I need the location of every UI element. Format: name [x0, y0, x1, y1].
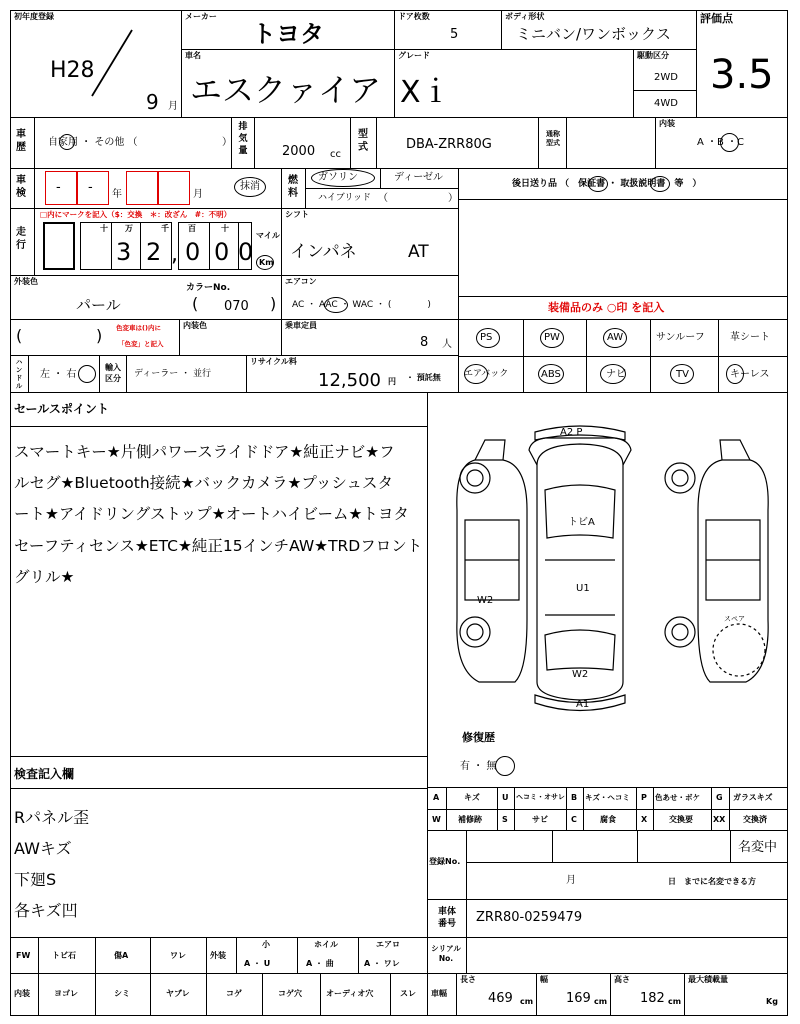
legend-div-6 — [636, 787, 637, 831]
load-label: 最大積載量 — [688, 975, 728, 984]
legend-x: X — [641, 815, 648, 824]
ext-label: 外装 — [210, 951, 226, 960]
size-div-2 — [610, 973, 611, 1016]
displacement-unit: cc — [330, 149, 341, 160]
model-value: DBA-ZRR80G — [406, 137, 492, 152]
fuel-paren: （ ） — [378, 193, 458, 204]
displacement-value: 2000 — [282, 144, 316, 159]
width-unit: cm — [594, 997, 608, 1006]
int-div-3 — [150, 973, 151, 1016]
legend-p-text: 色あせ・ボケ — [655, 793, 700, 802]
history-label-divider — [34, 117, 35, 169]
interior-b-circle — [720, 133, 739, 152]
equip-navi-circle — [600, 364, 626, 384]
chassis-value: ZRR80-0259479 — [476, 910, 583, 925]
mileage-comma: , — [171, 242, 178, 267]
doors-label: ドア枚数 — [398, 12, 430, 21]
int-div-5 — [262, 973, 263, 1016]
equip-ps: PS — [480, 332, 493, 343]
equip-leather: 革シート — [730, 332, 770, 343]
fw-div-2 — [95, 937, 96, 974]
insp-dash-2: - — [88, 180, 93, 195]
maker-label: メーカー — [185, 12, 217, 21]
int-item-2: シミ — [114, 989, 130, 998]
recycle-unit: 円 — [388, 377, 396, 386]
fw-item-2: 傷A — [114, 951, 129, 960]
history-circle — [59, 134, 75, 150]
mileage-label: 走 行 — [16, 227, 26, 251]
size-label-divider — [456, 973, 457, 1016]
reg-cell-1 — [552, 830, 553, 862]
ext-value-2: A ・ 曲 — [306, 959, 334, 968]
legend-w-text: 補修跡 — [458, 815, 482, 824]
int-item-7: スレ — [400, 989, 416, 998]
model-label: 型 式 — [358, 129, 368, 153]
seating-value: 8 — [420, 335, 429, 350]
legend-xx-text: 交換済 — [743, 815, 767, 824]
common-model-divider — [566, 117, 567, 169]
equip-col-2 — [586, 319, 587, 393]
displacement-label-divider — [254, 117, 255, 169]
insp-year-unit: 年 — [112, 189, 122, 200]
int-div-6 — [320, 973, 321, 1016]
length-value: 469 — [488, 991, 513, 1006]
fuel-mid-line — [305, 188, 459, 189]
inspection-label-divider — [34, 168, 35, 209]
legend-div-3 — [514, 787, 515, 831]
int-div-7 — [390, 973, 391, 1016]
mileage-unit-sen: 千 — [161, 224, 169, 233]
fuel-hybrid: ハイブリッド — [318, 193, 372, 203]
grade-value: Xｉ — [400, 75, 451, 110]
equip-grid-mid — [458, 356, 788, 357]
spare-label: スペア — [724, 615, 745, 623]
repair-none-circle — [495, 756, 515, 776]
fuel-gasoline: ガソリン — [318, 172, 358, 183]
color-value: パール — [76, 296, 121, 314]
color-no-open: ( — [192, 294, 199, 313]
mark-tobia: トビA — [568, 517, 595, 528]
legend-w: W — [432, 815, 441, 824]
length-label: 長さ — [460, 975, 476, 984]
fw-item-1: トビ石 — [52, 951, 76, 960]
drive-label: 駆動区分 — [637, 51, 669, 60]
int-item-4: コゲ — [226, 989, 242, 998]
equip-col-4 — [718, 319, 719, 393]
equip-sunroof: サンルーフ — [656, 332, 705, 343]
check-note-3: 下廻S — [14, 870, 57, 889]
mileage-note: □内にマークを記入（$：交換 ＊：改ざん #：不明） — [40, 210, 232, 219]
grade-label: グレード — [398, 51, 430, 60]
int-item-6: オーディオ穴 — [326, 989, 374, 998]
chassis-label-divider — [466, 899, 467, 938]
legend-div-1 — [446, 787, 447, 831]
equip-navi: ナビ — [606, 369, 626, 380]
legend-div-5 — [583, 787, 584, 831]
doors-value: 5 — [450, 27, 459, 42]
mark-u1: U1 — [576, 583, 590, 594]
color-no-label: カラーNo. — [186, 283, 231, 293]
reg-cell-3 — [730, 830, 731, 862]
equip-abs: ABS — [541, 369, 561, 380]
load-unit: Kg — [766, 997, 778, 1006]
insp-year-box-1 — [45, 171, 77, 205]
common-model-label: 通称 型式 — [546, 130, 560, 147]
reg-cell-2 — [637, 830, 638, 862]
registration-day-text: 日 までに名変できる方 — [668, 877, 756, 886]
recycle-label: リサイクル料 — [250, 357, 297, 366]
int-div-1 — [38, 973, 39, 1016]
insp-month-unit: 月 — [193, 189, 203, 200]
equip-abs-circle — [538, 364, 564, 384]
legend-s-text: サビ — [532, 815, 548, 824]
seating-label: 乗車定員 — [285, 321, 317, 330]
equip-ps-circle — [476, 328, 500, 348]
mileage-unit-man: 万 — [125, 224, 133, 233]
mileage-unit-mile: マイル — [256, 231, 280, 240]
mileage-digit-0 — [43, 222, 75, 270]
legend-g-text: ガラスキズ — [733, 793, 773, 802]
legend-div-8 — [711, 787, 712, 831]
handle-label-divider — [28, 355, 29, 393]
size-box — [427, 973, 788, 1016]
insp-dash-1: - — [56, 180, 61, 195]
handle-right-circle — [78, 365, 96, 383]
history-close: ） — [222, 137, 232, 148]
interior-color-label: 内装色 — [183, 321, 207, 330]
equip-keyless: キーレス — [730, 369, 770, 380]
model-common-divider — [538, 117, 539, 169]
length-unit: cm — [520, 997, 534, 1006]
mark-a2p: A2 P — [560, 427, 583, 438]
displacement-label: 排 気 量 — [238, 122, 248, 156]
import-value: ディーラー ・ 並行 — [134, 369, 212, 379]
equip-aw: AW — [607, 332, 624, 343]
color-change-open: ( — [16, 326, 23, 345]
equip-col-1 — [523, 319, 524, 393]
fw-div-5 — [236, 937, 237, 974]
drive-4wd: 4WD — [654, 98, 678, 109]
first-reg-label: 初年度登録 — [14, 12, 54, 21]
fw-div-7 — [358, 937, 359, 974]
drive-divider — [633, 90, 697, 91]
mark-a1: A1 — [576, 699, 590, 710]
legend-x-text: 交換要 — [669, 815, 693, 824]
check-note-2: AWキズ — [14, 839, 72, 858]
mark-w2-rear: W2 — [572, 669, 589, 680]
docs-label: 後日送り品 （ 保証書 ・ 取扱説明書 等 ） — [512, 179, 702, 189]
size-div-3 — [684, 973, 685, 1016]
shift-position: インパネ — [290, 242, 357, 262]
score-label: 評価点 — [700, 12, 733, 25]
equip-aw-circle — [603, 328, 627, 348]
equip-pw: PW — [544, 332, 560, 343]
carname-value: エスクァイア — [190, 71, 382, 109]
check-note-4: 各キズ凹 — [14, 901, 78, 920]
size-div-1 — [536, 973, 537, 1016]
shift-type: AT — [408, 242, 429, 262]
check-header-line — [10, 788, 428, 789]
recycle-note: ・ 預託無 — [406, 373, 441, 382]
ac-options: AC ・ AAC ・ WAC ・ ( ) — [292, 300, 431, 310]
legend-p: P — [641, 793, 647, 802]
mileage-value-1: 3 — [116, 238, 132, 266]
ext-value-3: A ・ ワレ — [364, 959, 400, 968]
color-change-close: ) — [96, 326, 103, 345]
model-label-divider — [376, 117, 377, 169]
first-reg-year: H28 — [50, 58, 95, 83]
score-value: 3.5 — [710, 52, 774, 98]
insp-month-box-1 — [126, 171, 158, 205]
int-label: 内装 — [14, 989, 30, 998]
docs-blank — [458, 199, 788, 297]
fw-item-3: ワレ — [170, 951, 186, 960]
import-label-divider — [126, 355, 127, 393]
fw-div-1 — [38, 937, 39, 974]
body-label: ボディ形状 — [505, 12, 545, 21]
serial-box — [427, 937, 788, 974]
color-change-note-1: 色変車は()内に — [116, 324, 161, 332]
legend-div-9 — [729, 787, 730, 831]
size-label: 車幅 — [431, 989, 447, 998]
legend-div-2 — [497, 787, 498, 831]
history-value: 自家用 ・ その他 （ — [48, 137, 138, 148]
legend-u-text: ヘコミ・オサレ — [516, 793, 565, 801]
mileage-value-3: 0 — [185, 238, 201, 266]
serial-label: シリアル No. — [431, 944, 461, 963]
ext-header-3: エアロ — [376, 940, 400, 949]
fw-div-6 — [297, 937, 298, 974]
registration-mid — [466, 862, 788, 863]
int-div-2 — [95, 973, 96, 1016]
docs-warranty-circle — [588, 176, 608, 192]
check-note-1: Rパネル歪 — [14, 808, 90, 827]
equip-tv-circle — [670, 364, 694, 384]
drive-2wd: 2WD — [654, 72, 678, 83]
int-item-1: ヨゴレ — [54, 989, 78, 998]
mark-w2-left: W2 — [477, 595, 494, 606]
registration-label-divider — [466, 830, 467, 900]
mileage-value-4: 0 — [214, 238, 230, 266]
mileage-unit-10m: 十 — [100, 224, 108, 233]
insp-year-box-2 — [77, 171, 109, 205]
int-div-4 — [206, 973, 207, 1016]
seating-unit: 人 — [442, 339, 452, 350]
mileage-label-divider — [34, 208, 35, 276]
name-change: 名変中 — [738, 840, 778, 855]
equip-airbag-circle — [464, 364, 488, 384]
legend-g: G — [716, 793, 723, 802]
fw-div-4 — [206, 937, 207, 974]
chassis-label: 車体 番号 — [437, 907, 456, 929]
fuel-label: 燃 料 — [288, 175, 298, 199]
fuel-gasoline-circle — [311, 169, 375, 187]
legend-b: B — [571, 793, 578, 802]
model-box — [350, 117, 656, 169]
sales-line-5: グリル★ — [14, 568, 75, 586]
height-label: 高さ — [614, 975, 630, 984]
sales-label: セールスポイント — [14, 402, 109, 416]
mileage-unit-juu: 十 — [221, 224, 229, 233]
mileage-unit-hyaku: 百 — [188, 224, 196, 233]
import-label: 輸入 区分 — [105, 363, 121, 383]
registration-label: 登録No. — [429, 857, 461, 866]
equip-col-3 — [650, 319, 651, 393]
equip-airbag: エアバック — [464, 369, 509, 379]
mileage-unit-km: Km — [259, 258, 274, 267]
maker-value: トヨタ — [252, 20, 324, 48]
legend-xx: XX — [713, 815, 726, 824]
ac-label: エアコン — [285, 277, 317, 286]
sales-line-4: セーフティセンス★ETC★純正15インチAW★TRDフロント — [14, 537, 423, 555]
color-change-note-2: 「色変」と記入 — [118, 340, 164, 348]
interior-grades: A ・B ・C — [697, 137, 745, 148]
repair-label: 修復歴 — [462, 731, 495, 744]
ext-header-2: ホイル — [314, 940, 338, 949]
first-reg-month: 9 — [146, 90, 159, 114]
sales-line-1: スマートキー★片側パワースライドドア★純正ナビ★フ — [14, 443, 395, 461]
sales-line-3: ート★アイドリングストップ★オートハイビーム★トヨタ — [14, 505, 409, 523]
legend-div-7 — [653, 787, 654, 831]
handle-label: ハ ン ド ル — [15, 358, 23, 390]
handle-value: 左 ・ 右 — [40, 369, 77, 380]
first-reg-month-unit: 月 — [168, 101, 178, 112]
interior-label: 内装 — [659, 119, 675, 128]
insp-expired-circle — [234, 177, 266, 197]
sales-line-2: ルセグ★Bluetooth接続★バックカメラ★プッシュスタ — [14, 474, 394, 492]
width-label: 幅 — [540, 975, 548, 984]
repair-value: 有 ・ 無 — [460, 761, 497, 772]
shift-label: シフト — [285, 210, 309, 219]
docs-manual-circle — [650, 176, 670, 192]
height-value: 182 — [640, 991, 665, 1006]
equip-pw-circle — [540, 328, 564, 348]
legend-mid — [427, 809, 788, 810]
legend-a-text: キズ — [464, 793, 480, 802]
color-no-close: ) — [270, 294, 277, 313]
insp-month-box-2 — [158, 171, 190, 205]
mileage-value-2: 2 — [146, 238, 162, 266]
carname-label: 車名 — [185, 51, 201, 60]
serial-label-divider — [466, 937, 467, 974]
color-label: 外装色 — [14, 277, 38, 286]
legend-c: C — [571, 815, 577, 824]
sales-header-line — [10, 426, 428, 427]
recycle-value: 12,500 — [318, 370, 381, 391]
fw-label: FW — [16, 951, 31, 960]
equip-note: 装備品のみ ○印 を記入 — [548, 301, 665, 314]
int-item-3: ヤブレ — [166, 989, 190, 998]
legend-a: A — [433, 793, 440, 802]
height-unit: cm — [668, 997, 682, 1006]
equip-keyless-circle — [726, 364, 744, 384]
legend-u: U — [502, 793, 509, 802]
first-reg-slash — [88, 28, 138, 98]
equip-tv: TV — [676, 369, 689, 380]
legend-div-4 — [566, 787, 567, 831]
body-value: ミニバン/ワンボックス — [516, 25, 671, 43]
fuel-col-divider — [380, 168, 381, 189]
int-item-5: コゲ穴 — [278, 989, 302, 998]
legend-c-text: 腐食 — [600, 815, 616, 824]
legend-b-text: キズ・ヘコミ — [585, 793, 630, 802]
ext-value-1: A ・ U — [244, 959, 271, 968]
registration-month: 月 — [566, 875, 576, 886]
width-value: 169 — [566, 991, 591, 1006]
insp-expired: 抹消 — [240, 181, 260, 192]
mileage-value-5: 0 — [238, 238, 254, 266]
mileage-km-circle — [256, 255, 274, 270]
fuel-diesel: ディーゼル — [394, 172, 443, 183]
fw-div-3 — [150, 937, 151, 974]
ext-header-1: 小 — [262, 940, 270, 949]
color-no-value: 070 — [224, 299, 249, 314]
check-label: 検査記入欄 — [14, 767, 75, 781]
car-diagram — [445, 420, 780, 720]
legend-s: S — [502, 815, 508, 824]
ac-aac-circle — [324, 297, 348, 313]
registration-box — [427, 830, 788, 900]
inspection-label: 車 検 — [16, 175, 26, 199]
history-label: 車 歴 — [16, 129, 26, 153]
